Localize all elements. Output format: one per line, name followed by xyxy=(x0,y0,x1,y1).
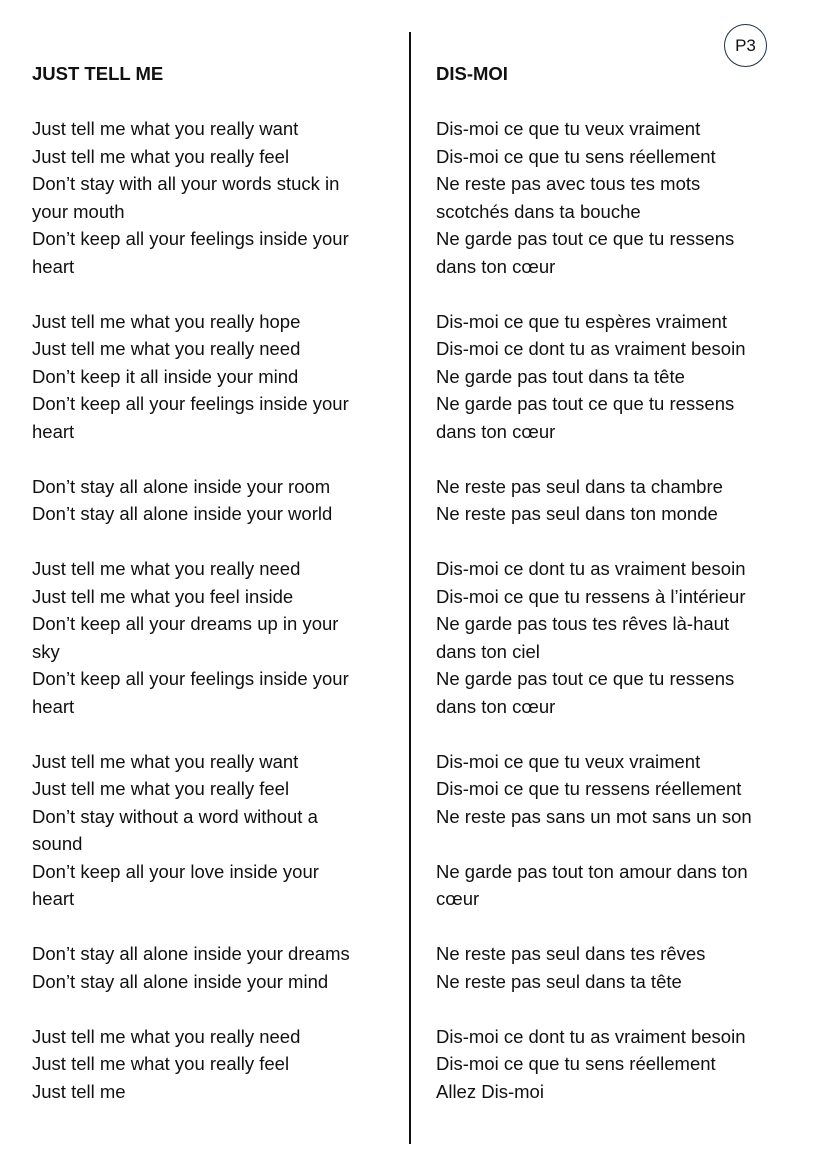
lyric-line: heart xyxy=(32,888,75,909)
english-stanza xyxy=(32,115,392,280)
lyric-line: heart xyxy=(32,255,75,277)
lyric-line: Ne reste pas seul dans ta chambre xyxy=(436,475,723,497)
lyric-line: Dis-moi ce que tu sens réellement xyxy=(436,145,716,167)
lyric-line: Don’t stay all alone inside your world xyxy=(32,503,333,524)
lyric-line: Just tell me what you really feel xyxy=(32,778,290,799)
lyric-line: sound xyxy=(32,833,83,854)
lyric-line: scotchés dans ta bouche xyxy=(436,200,641,222)
french-stanza xyxy=(436,555,796,720)
french-stanza xyxy=(436,940,796,995)
lyric-line: dans ton cœur xyxy=(436,695,556,717)
english-stanza xyxy=(32,1023,392,1106)
french-stanza xyxy=(436,748,796,913)
lyric-line: Just tell me what you really hope xyxy=(32,310,301,332)
lyric-line: Don’t keep all your feelings inside your xyxy=(32,668,349,689)
lyric-line: heart xyxy=(32,695,75,717)
english-stanzas xyxy=(32,115,392,1105)
lyric-line: Don’t stay with all your words stuck in xyxy=(32,173,340,194)
lyric-line: cœur xyxy=(436,888,480,909)
lyric-line: Dis-moi ce que tu veux vraiment xyxy=(436,118,701,139)
lyric-line: Ne garde pas tout ce que tu ressens xyxy=(436,228,735,249)
lyric-line: Ne garde pas tout ce que tu ressens xyxy=(436,668,735,689)
english-stanza xyxy=(32,940,392,995)
lyric-line: Ne reste pas seul dans ta tête xyxy=(436,970,682,992)
english-stanza xyxy=(32,748,392,913)
lyric-line: Don’t stay without a word without a xyxy=(32,805,318,827)
lyric-line: dans ton cœur xyxy=(436,420,556,442)
english-stanza xyxy=(32,308,392,446)
lyric-line: dans ton ciel xyxy=(436,640,540,662)
english-stanza xyxy=(32,473,392,528)
lyric-line: Don’t keep it all inside your mind xyxy=(32,365,299,387)
column-divider xyxy=(409,32,411,1144)
lyric-line: Ne garde pas tous tes rêves là-haut xyxy=(436,613,730,634)
lyric-line: Just tell me what you really want xyxy=(32,118,299,139)
french-stanza xyxy=(436,1023,796,1106)
lyric-line: Just tell me what you really feel xyxy=(32,145,290,167)
lyric-line: Dis-moi ce dont tu as vraiment besoin xyxy=(436,1025,746,1047)
lyric-line: heart xyxy=(32,420,75,442)
lyric-line: Ne garde pas tout dans ta tête xyxy=(436,365,685,387)
french-stanza xyxy=(436,308,796,446)
lyric-line: Ne reste pas sans un mot sans un son xyxy=(436,805,752,827)
french-stanza xyxy=(436,473,796,528)
french-lyrics-column xyxy=(436,60,796,1133)
english-stanza xyxy=(32,555,392,720)
lyric-line: Just tell me what you really feel xyxy=(32,1053,290,1074)
lyric-line: Dis-moi ce que tu ressens à l’intérieur xyxy=(436,585,746,607)
lyric-line: Dis-moi ce dont tu as vraiment besoin xyxy=(436,558,746,579)
english-lyrics-column xyxy=(32,60,392,1133)
lyric-line: Don’t keep all your love inside your xyxy=(32,860,319,882)
lyric-line: Don’t stay all alone inside your dreams xyxy=(32,943,350,964)
lyric-line: your mouth xyxy=(32,200,125,222)
english-title: JUST TELL ME xyxy=(32,63,164,84)
lyric-line: Dis-moi ce que tu sens réellement xyxy=(436,1053,716,1074)
french-stanzas xyxy=(436,115,796,1105)
lyric-line xyxy=(436,830,796,858)
lyric-line: Just tell me what you really need xyxy=(32,558,301,579)
page-number-label: P3 xyxy=(735,35,756,55)
lyric-line: Just tell me what you really want xyxy=(32,750,299,772)
lyric-line: Just tell me xyxy=(32,1080,126,1102)
lyric-line: Ne reste pas avec tous tes mots xyxy=(436,173,701,194)
lyric-line: sky xyxy=(32,640,60,662)
lyric-line: Don’t keep all your dreams up in your xyxy=(32,613,339,634)
lyric-line: Dis-moi ce que tu ressens réellement xyxy=(436,778,742,799)
lyric-line: Ne reste pas seul dans ton monde xyxy=(436,503,718,524)
french-stanza xyxy=(436,115,796,280)
lyric-line: Don’t keep all your feelings inside your xyxy=(32,393,349,414)
lyric-line: Just tell me what you really need xyxy=(32,338,301,359)
lyric-line: Allez Dis-moi xyxy=(436,1080,544,1102)
lyric-line: Dis-moi ce que tu veux vraiment xyxy=(436,750,701,772)
lyric-line: Ne reste pas seul dans tes rêves xyxy=(436,943,706,964)
french-title: DIS-MOI xyxy=(436,63,508,84)
lyric-line: Ne garde pas tout ce que tu ressens xyxy=(436,393,735,414)
lyric-line: Don’t stay all alone inside your mind xyxy=(32,970,329,992)
lyric-line: Don’t stay all alone inside your room xyxy=(32,475,331,497)
lyric-line: Dis-moi ce que tu espères vraiment xyxy=(436,310,727,332)
lyric-line: Ne garde pas tout ton amour dans ton xyxy=(436,860,748,882)
lyric-line: Don’t keep all your feelings inside your xyxy=(32,228,349,249)
lyric-line: dans ton cœur xyxy=(436,255,556,277)
lyric-line: Just tell me what you really need xyxy=(32,1025,301,1047)
lyric-line: Dis-moi ce dont tu as vraiment besoin xyxy=(436,338,746,359)
lyric-line: Just tell me what you feel inside xyxy=(32,585,294,607)
